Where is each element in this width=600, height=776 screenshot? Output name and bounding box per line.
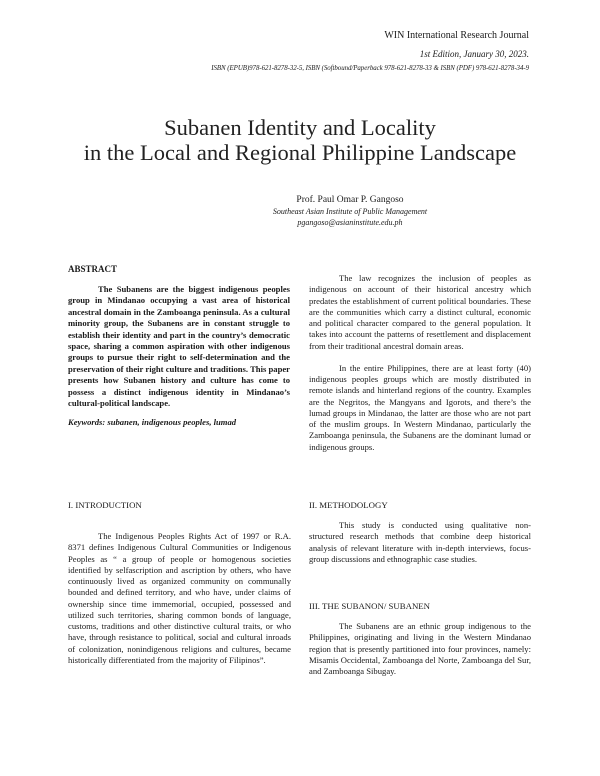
introduction-paragraph: The Indigenous Peoples Rights Act of 1997 or R.A. 8371 defines Indigenous Cultural Communities or Indigenous Peoples as “ a group of people or homogenous societies identified by selfascription and ascription by others, who have continuously lived as organized community on communally bounded and defined territory, and who have, under claims of ownership since time immemorial, occupied, possessed and utilized such territories, sharing common bonds of language, customs, traditions and other distinctive cultural traits, or who have, through resistance to political, social and cultural inroads of colonization, nonindigenous religions and cultures, became historically differentiated from the majority of Filipinos”. xyxy=(68,531,291,665)
title-line-2: in the Local and Regional Philippine Landscape xyxy=(83,140,517,165)
right-column-intro-continued xyxy=(309,273,531,453)
isbn-line: ISBN (EPUB)978-621-8278-32-5, ISBN (Softbound/Paperback 978-621-8278-33 & ISBN (PDF) 978-621-8278-34-9 xyxy=(211,65,529,72)
abstract-text xyxy=(68,284,290,409)
indigenous-groups-paragraph: In the entire Philippines, there are at least forty (40) indigenous peoples groups which are mostly distributed in remote islands and hinterland regions of the country. Examples are the Negritos, the Mangyans and Igorots, and there’s the lumad groups in Mindanao, the latter are those who are not part of the muslim groups. In Western Mindanao, particularly the Zamboanga peninsula, the Subanens are the dominant lumad or indigenous groups. xyxy=(309,362,531,452)
paper-title xyxy=(0,115,600,165)
methodology-paragraph: This study is conducted using qualitative non-structured research methods that combine deep historical analysis of relevant literature with in-depth interviews, focus-group discussions and ethnographic case studies. xyxy=(309,520,531,564)
edition-date: 1st Edition, January 30, 2023. xyxy=(419,49,529,59)
methodology-text xyxy=(309,520,531,565)
author-block xyxy=(150,194,550,228)
keywords: Keywords: subanen, indigenous peoples, lumad xyxy=(68,417,237,427)
introduction-text xyxy=(68,531,291,666)
subanon-text xyxy=(309,621,531,677)
title-line-1: Subanen Identity and Locality xyxy=(164,115,436,140)
journal-name: WIN International Research Journal xyxy=(384,30,529,41)
author-name: Prof. Paul Omar P. Gangoso xyxy=(296,195,404,205)
abstract-heading: ABSTRACT xyxy=(68,264,118,274)
subanon-heading: III. THE SUBANON/ SUBANEN xyxy=(309,601,431,611)
subanon-paragraph: The Subanens are an ethnic group indigenous to the Philippines, originating and living in the Western Mindanao region that is presently partitioned into four provinces, namely: Misamis Occidental, Zamboanga del Norte, Zamboanga del Sur, and Zamboanga Sibugay. xyxy=(309,621,531,676)
introduction-heading: I. INTRODUCTION xyxy=(68,500,142,510)
law-paragraph: The law recognizes the inclusion of peoples as indigenous on account of their historical ancestry which predates the establishment of current political boundaries. These are the communities which carry a distinct cultural, economic and political character compared to the general population. It takes into account the patterns of resettlement and displacement from their traditional ancestral domain areas. xyxy=(309,273,531,351)
author-affiliation: Southeast Asian Institute of Public Management xyxy=(272,207,428,216)
methodology-heading: II. METHODOLOGY xyxy=(309,500,388,510)
abstract-paragraph: The Subanens are the biggest indigenous peoples group in Mindanao occupying a vast area of historical ancestral domain in the Zamboanga peninsula. As a cultural minority group, the Subanens are in constant struggle to establish their identity and part in the country’s democratic space, sharing a common aspiration with other indigenous groups to pursue their right to self-determination and the preservation of their right culture and traditions. This paper presents how Subanen history and culture has come to possess a distinct indigenous identity in Mindanao’s cultural-political landscape. xyxy=(68,284,290,409)
author-email: pgangoso@asianinstitute.edu.ph xyxy=(297,218,403,227)
